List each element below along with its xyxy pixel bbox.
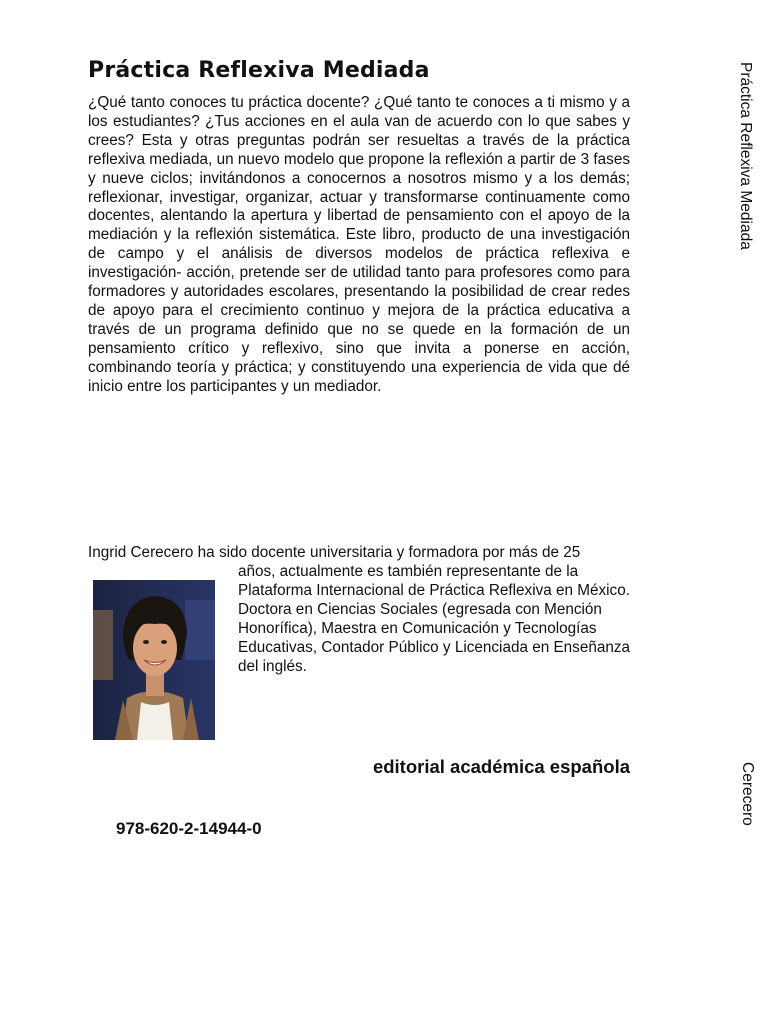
book-description: ¿Qué tanto conoces tu práctica docente? ¿Qué tanto te conoces a ti mismo y a los estudiantes? ¿Tus acciones en el aula van de acuerdo con lo que sabes y crees? Esta y otras preguntas podrán ser resueltas a través de la práctica reflexiva mediada, un nuevo modelo que propone la reflexión a partir de 3 fases y nueve ciclos; invitándonos a conocernos a nosotros mismo y a los demás; reflexionar, investigar, organizar, actuar y transformarse continuamente como docentes, alentando la apertura y libertad de pensamiento con el apoyo de la mediación y la reflexión sistemática. Este libro, producto de una investigación de campo y el análisis de diversos modelos de práctica reflexiva e investigación- acción, pretende ser de utilidad tanto para profesores como para formadores y autoridades escolares, presentando la posibilidad de crear redes de apoyo para el crecimiento continuo y mejora de la práctica educativa a través de un programa definido que no se quede en la formación de un pensamiento crítico y reflexivo, sino que invita a ponerse en acción, combinando teoría y práctica; y constituyendo una experiencia de vida que dé inicio entre los participantes y un mediador. <box>88 94 630 395</box>
author-photo <box>93 580 215 740</box>
book-title: Práctica Reflexiva Mediada <box>88 58 430 83</box>
author-bio-first-line: Ingrid Cerecero ha sido docente universitaria y formadora por más de 25 <box>88 544 581 561</box>
publisher-name: editorial académica española <box>372 756 630 777</box>
spine-author: Cerecero <box>739 762 756 826</box>
spine-title: Práctica Reflexiva Mediada <box>737 62 754 250</box>
author-bio: años, actualmente es también representante de la Plataforma Internacional de Práctica Reflexiva en México. Doctora en Ciencias Sociales (egresada con Mención Honorífica), Maestra en Comunicación y Tecnologías Educativas, Contador Público y Licenciada en Enseñanza del inglés. <box>238 563 631 675</box>
isbn: 978-620-2-14944-0 <box>116 819 262 838</box>
